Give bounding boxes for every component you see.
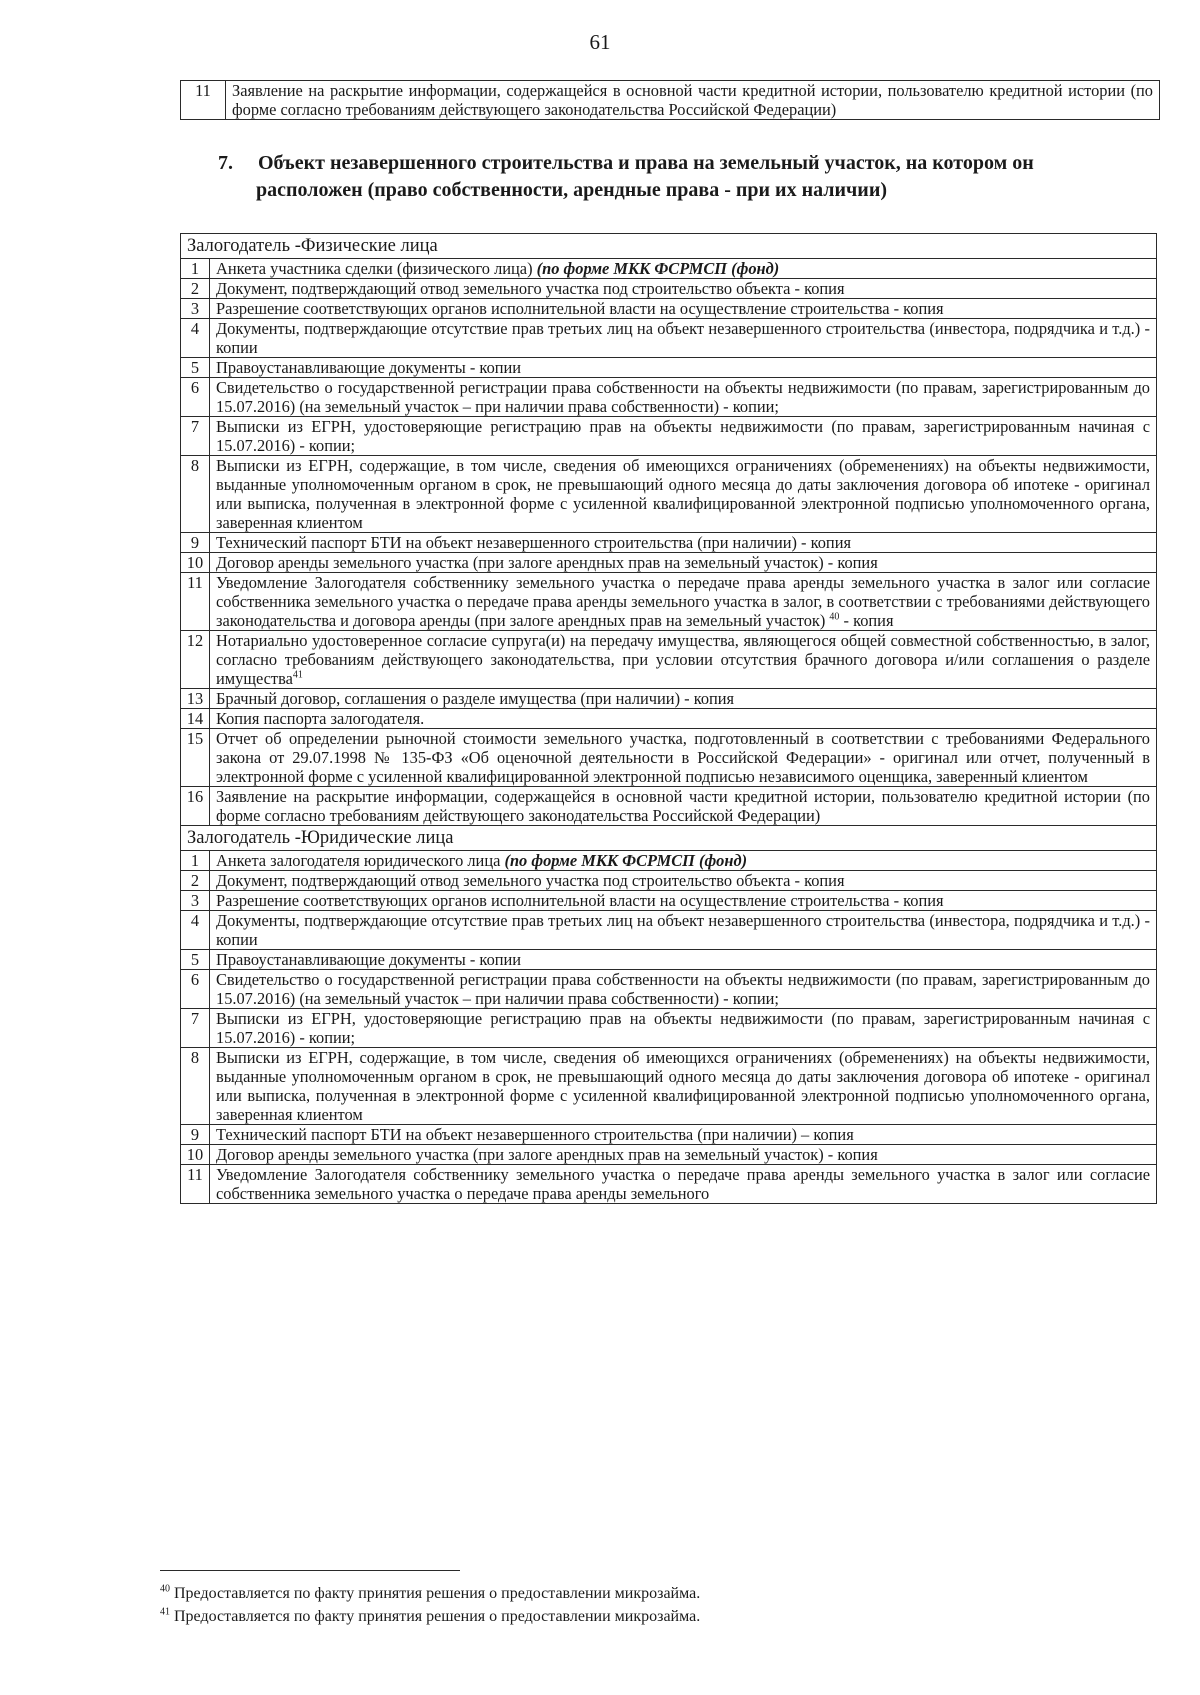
row-text — [210, 891, 1157, 911]
row-number: 7 — [181, 417, 210, 456]
row-text-body: Выписки из ЕГРН, содержащие, в том числе, сведения об имеющихся ограничениях (обременениях) на объекты недвижимости, выданные уполномоченным органом в срок, не превышающий одного месяца до даты заключения договора об ипотеке - оригинал или выписка, полученная в электронной форме с усиленной квалифицированной электронной подписью уполномоченного органа, заверенная клиентом — [216, 456, 1150, 532]
row-text-body: Документы, подтверждающие отсутствие прав третьих лиц на объект незавершенного строительства (инвестора, подрядчика и т.д.) - копии — [216, 911, 1150, 949]
footnote-number: 41 — [160, 1606, 170, 1618]
table-row — [181, 1145, 1157, 1165]
row-text — [210, 378, 1157, 417]
row-text — [210, 1145, 1157, 1165]
group-individuals-header — [181, 234, 1157, 259]
row-number: 11 — [181, 573, 210, 631]
row-text — [210, 259, 1157, 279]
row-text — [210, 851, 1157, 871]
row-number: 10 — [181, 1145, 210, 1165]
row-number: 1 — [181, 259, 210, 279]
table-row — [181, 299, 1157, 319]
row-text — [210, 871, 1157, 891]
footnote-divider — [160, 1570, 460, 1571]
row-text — [210, 1165, 1157, 1204]
table-row — [181, 259, 1157, 279]
row-text-body: Нотариально удостоверенное согласие супруга(и) на передачу имущества, являющегося общей совместной собственностью, в залог, согласно требованиям действующего законодательства, при условии отсутствия брачного договора и/или соглашения о разделе имущества — [216, 631, 1150, 688]
row-text — [210, 1009, 1157, 1048]
table-row — [181, 631, 1157, 689]
row-number: 5 — [181, 358, 210, 378]
row-text — [210, 970, 1157, 1009]
row-text-body: Копия паспорта залогодателя. — [216, 709, 425, 728]
table-row — [181, 891, 1157, 911]
page-number: 61 — [589, 30, 611, 54]
row-text — [210, 709, 1157, 729]
section-title-line2: расположен (право собственности, арендные права - при их наличии) — [256, 179, 888, 201]
row-text-body: Уведомление Залогодателя собственнику земельного участка о передаче права аренды земельного участка в залог или согласие собственника земельного участка о передаче права аренды земельного — [216, 1165, 1150, 1203]
footnote — [160, 1582, 1060, 1605]
row-text — [210, 729, 1157, 787]
table-row — [181, 1009, 1157, 1048]
row-text-body: Документ, подтверждающий отвод земельного участка под строительство объекта - копия — [216, 279, 845, 298]
table-row — [181, 81, 1160, 120]
row-number: 2 — [181, 871, 210, 891]
row-text — [210, 533, 1157, 553]
row-text — [210, 319, 1157, 358]
row-number: 3 — [181, 299, 210, 319]
row-text: Заявление на раскрытие информации, содержащейся в основной части кредитной истории, пользователю кредитной истории (по форме согласно требованиям действующего законодательства Российской Федерации) — [226, 81, 1160, 120]
form-reference: (по форме МКК ФСРМСП (фонд) — [536, 259, 780, 278]
row-text-body: Отчет об определении рыночной стоимости земельного участка, подготовленный в соответствии с требованиями Федерального закона от 29.07.1998 № 135-ФЗ «Об оценочной деятельности в Российской Федерации» - оригинал или отчет, полученный в электронной форме с усиленной квалифицированной электронной подписью независимого оценщика, заверенный клиентом — [216, 729, 1150, 786]
table-row — [181, 871, 1157, 891]
row-text — [210, 358, 1157, 378]
row-text — [210, 1048, 1157, 1125]
table-row — [181, 689, 1157, 709]
footnote-text: Предоставляется по факту принятия решения о предоставлении микрозайма. — [170, 1585, 701, 1602]
row-text — [210, 950, 1157, 970]
row-text — [210, 299, 1157, 319]
row-number: 6 — [181, 378, 210, 417]
row-text — [210, 631, 1157, 689]
row-number: 3 — [181, 891, 210, 911]
table-row — [181, 729, 1157, 787]
table-row — [181, 970, 1157, 1009]
row-text-body: Выписки из ЕГРН, содержащие, в том числе, сведения об имеющихся ограничениях (обременениях) на объекты недвижимости, выданные уполномоченным органом в срок, не превышающий одного месяца до даты заключения договора об ипотеке - оригинал или выписка, полученная в электронной форме с усиленной квалифицированной электронной подписью уполномоченного органа, заверенная клиентом — [216, 1048, 1150, 1124]
row-text — [210, 573, 1157, 631]
row-number: 10 — [181, 553, 210, 573]
footnote-mark: 40 — [829, 611, 840, 623]
row-text — [210, 279, 1157, 299]
documents-table — [180, 233, 1157, 1204]
group-individuals-title: Залогодатель -Физические лица — [181, 234, 1157, 259]
row-text-body: Свидетельство о государственной регистрации права собственности на объекты недвижимости (по правам, зарегистрированным до 15.07.2016) (на земельный участок – при наличии права собственности) - копии; — [216, 378, 1150, 416]
row-text-body: Правоустанавливающие документы - копии — [216, 950, 522, 969]
section-title-line1: Объект незавершенного строительства и права на земельный участок, на котором он — [258, 152, 1034, 174]
row-number: 4 — [181, 319, 210, 358]
footnote-mark: 41 — [292, 669, 303, 681]
table-row — [181, 1165, 1157, 1204]
group-legal-header — [181, 826, 1157, 851]
footnote-text: Предоставляется по факту принятия решения о предоставлении микрозайма. — [170, 1608, 701, 1625]
row-text — [210, 553, 1157, 573]
row-text-body: Заявление на раскрытие информации, содержащейся в основной части кредитной истории, пользователю кредитной истории (по форме согласно требованиям действующего законодательства Российской Федерации) — [216, 787, 1150, 825]
table-row — [181, 417, 1157, 456]
table-row — [181, 533, 1157, 553]
row-number: 11 — [181, 1165, 210, 1204]
row-number: 8 — [181, 456, 210, 533]
row-number: 14 — [181, 709, 210, 729]
section-number: 7. — [218, 152, 233, 174]
footnote-number: 40 — [160, 1583, 170, 1595]
table-row — [181, 950, 1157, 970]
row-text — [210, 787, 1157, 826]
row-number: 15 — [181, 729, 210, 787]
row-number: 8 — [181, 1048, 210, 1125]
table-row — [181, 709, 1157, 729]
row-text-body: Договор аренды земельного участка (при залоге арендных прав на земельный участок) - копия — [216, 553, 878, 572]
table-row — [181, 911, 1157, 950]
row-number: 13 — [181, 689, 210, 709]
table-row — [181, 456, 1157, 533]
row-text-body: Документы, подтверждающие отсутствие прав третьих лиц на объект незавершенного строительства (инвестора, подрядчика и т.д.) - копии — [216, 319, 1150, 357]
table-row — [181, 1125, 1157, 1145]
row-text-body: Правоустанавливающие документы - копии — [216, 358, 522, 377]
row-number: 16 — [181, 787, 210, 826]
row-text — [210, 1125, 1157, 1145]
table-row — [181, 787, 1157, 826]
row-text-body: Технический паспорт БТИ на объект незавершенного строительства (при наличии) - копия — [216, 533, 852, 552]
table-row — [181, 358, 1157, 378]
form-reference: (по форме МКК ФСРМСП (фонд) — [504, 851, 748, 870]
footnote — [160, 1605, 1060, 1628]
footnotes — [160, 1582, 1060, 1628]
row-number: 6 — [181, 970, 210, 1009]
row-number: 7 — [181, 1009, 210, 1048]
row-text-body: Анкета участника сделки (физического лица) — [216, 259, 537, 278]
table-row — [181, 553, 1157, 573]
row-text-body: Разрешение соответствующих органов исполнительной власти на осуществление строительства - копия — [216, 891, 944, 910]
row-text-body: Брачный договор, соглашения о разделе имущества (при наличии) - копия — [216, 689, 735, 708]
documents-table-body — [181, 234, 1157, 1204]
row-number: 11 — [181, 81, 226, 120]
section-heading — [218, 150, 1168, 204]
table-row — [181, 1048, 1157, 1125]
group-legal-title: Залогодатель -Юридические лица — [181, 826, 1157, 851]
row-text-tail: - копия — [839, 611, 894, 630]
row-text-body: Выписки из ЕГРН, удостоверяющие регистрацию прав на объекты недвижимости (по правам, зарегистрированным начиная с 15.07.2016) - копии; — [216, 1009, 1150, 1047]
row-number: 2 — [181, 279, 210, 299]
row-number: 5 — [181, 950, 210, 970]
row-text — [210, 417, 1157, 456]
row-number: 9 — [181, 1125, 210, 1145]
table-row — [181, 279, 1157, 299]
table-row — [181, 573, 1157, 631]
row-text — [210, 911, 1157, 950]
row-text — [210, 456, 1157, 533]
row-number: 9 — [181, 533, 210, 553]
row-text-body: Договор аренды земельного участка (при залоге арендных прав на земельный участок) - копия — [216, 1145, 878, 1164]
row-text-body: Документ, подтверждающий отвод земельного участка под строительство объекта - копия — [216, 871, 845, 890]
row-text-body: Выписки из ЕГРН, удостоверяющие регистрацию прав на объекты недвижимости (по правам, зарегистрированным начиная с 15.07.2016) - копии; — [216, 417, 1150, 455]
table-row — [181, 378, 1157, 417]
continued-table — [180, 80, 1160, 120]
row-text-body: Технический паспорт БТИ на объект незавершенного строительства (при наличии) – копия — [216, 1125, 854, 1144]
row-text-body: Анкета залогодателя юридического лица — [216, 851, 505, 870]
row-number: 12 — [181, 631, 210, 689]
row-number: 4 — [181, 911, 210, 950]
table-row — [181, 319, 1157, 358]
row-text-body: Свидетельство о государственной регистрации права собственности на объекты недвижимости (по правам, зарегистрированным до 15.07.2016) (на земельный участок – при наличии права собственности) - копии; — [216, 970, 1150, 1008]
table-row — [181, 851, 1157, 871]
row-text-body: Уведомление Залогодателя собственнику земельного участка о передаче права аренды земельного участка в залог или согласие собственника земельного участка о передаче права аренды земельного участка в залог, в соответствии с требованиями действующего законодательства и договора аренды (при залоге арендных прав на земельный участок) — [216, 573, 1150, 630]
row-number: 1 — [181, 851, 210, 871]
row-text — [210, 689, 1157, 709]
row-text-body: Разрешение соответствующих органов исполнительной власти на осуществление строительства - копия — [216, 299, 944, 318]
